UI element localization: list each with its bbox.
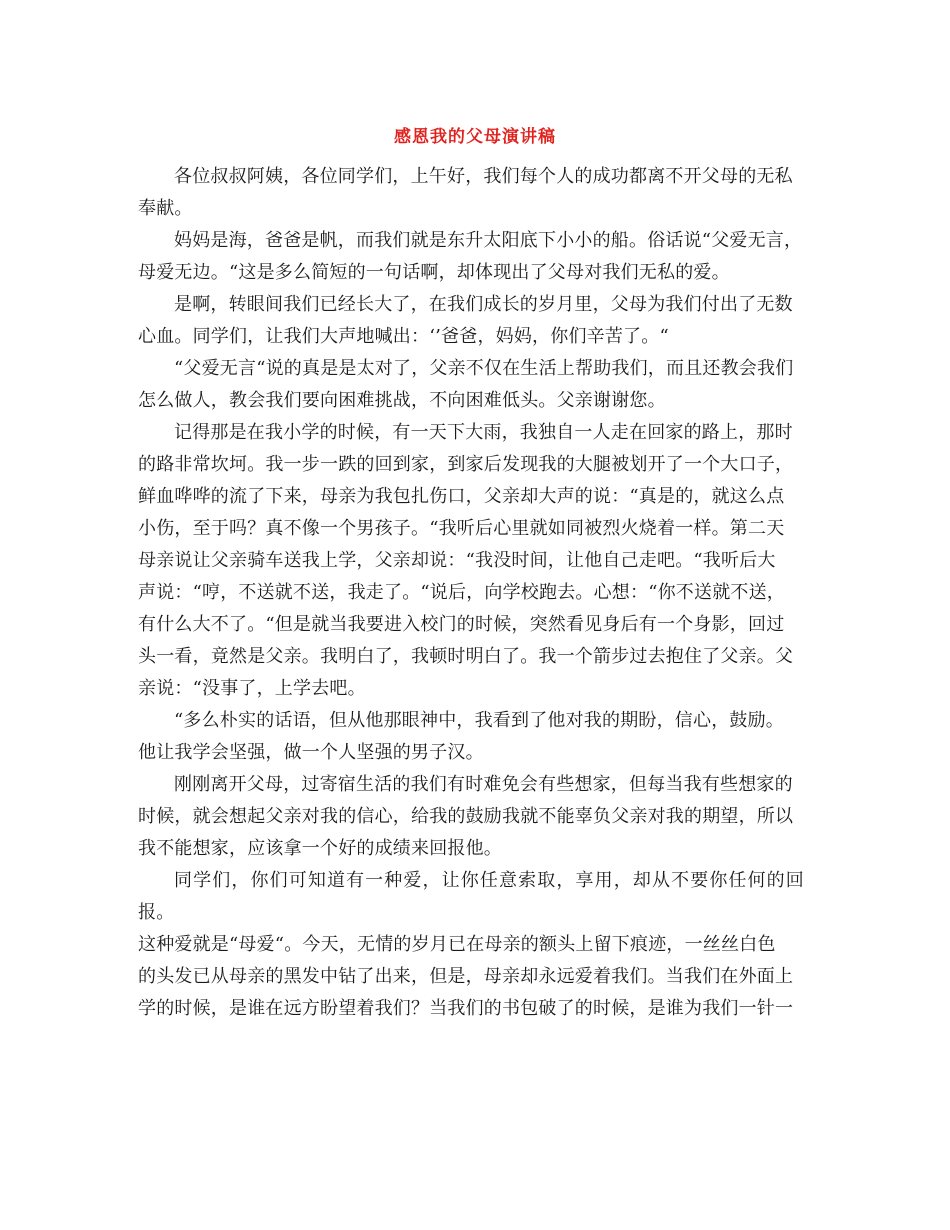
paragraph <box>138 705 804 769</box>
paragraph <box>138 769 804 865</box>
paragraph-line: 妈妈是海，爸爸是帆，而我们就是东升太阳底下小小的船。俗话说“父爱无言， <box>174 230 803 251</box>
paragraph <box>138 289 804 353</box>
document-body <box>138 161 804 1025</box>
paragraph <box>138 225 804 289</box>
paragraph-line: 头一看，竟然是父亲。我明白了，我顿时明白了。我一个箭步过去抱住了父亲。父 <box>138 646 794 667</box>
paragraph-line: 我不能想家，应该拿一个好的成绩来回报他。 <box>138 838 502 859</box>
paragraph-line: 母亲说让父亲骑车送我上学，父亲却说：“我没时间，让他自己走吧。“我听后大 <box>138 550 776 571</box>
paragraph-line: 奉献。 <box>138 198 193 219</box>
paragraph-line: 的头发已从母亲的黑发中钻了出来，但是，母亲却永远爱着我们。当我们在外面上 <box>138 966 794 987</box>
paragraph-line: “父爱无言“说的真是是太对了，父亲不仅在生活上帮助我们，而且还教会我们 <box>174 358 794 379</box>
paragraph <box>138 417 804 705</box>
paragraph-line: 亲说：“没事了，上学去吧。 <box>138 678 366 699</box>
paragraph-line: 是啊，转眼间我们已经长大了，在我们成长的岁月里，父母为我们付出了无数 <box>174 294 793 315</box>
paragraph-line: 怎么做人，教会我们要向困难挑战，不向困难低头。父亲谢谢您。 <box>138 390 666 411</box>
paragraph-line: “多么朴实的话语，但从他那眼神中，我看到了他对我的期盼，信心，鼓励。 <box>174 710 784 731</box>
paragraph-line: 他让我学会坚强，做一个人坚强的男子汉。 <box>138 742 484 763</box>
paragraph <box>138 353 804 417</box>
paragraph-line: 同学们，你们可知道有一种爱，让你任意索取，享用，却从不要你任何的回报。 <box>138 870 804 923</box>
paragraph-line: 刚刚离开父母，过寄宿生活的我们有时难免会有些想家，但每当我有些想家的 <box>174 774 793 795</box>
paragraph <box>138 161 804 225</box>
paragraph-line: 母爱无边。“这是多么简短的一句话啊，却体现出了父母对我们无私的爱。 <box>138 262 730 283</box>
paragraph-line: 记得那是在我小学的时候，有一天下大雨，我独自一人走在回家的路上，那时 <box>174 422 793 443</box>
paragraph-line: 心血。同学们，让我们大声地喊出：‘’爸爸，妈妈，你们辛苦了。“ <box>138 326 669 347</box>
paragraph-line: 这种爱就是“母爱“。今天，无情的岁月已在母亲的额头上留下痕迹，一丝丝白色 <box>138 934 776 955</box>
paragraph-line: 鲜血哗哗的流了下来，母亲为我包扎伤口，父亲却大声的说：“真是的，就这么点 <box>138 486 785 507</box>
paragraph-line: 的路非常坎坷。我一步一跌的回到家，到家后发现我的大腿被划开了一个大口子， <box>138 454 794 475</box>
paragraph-line: 声说：“哼，不送就不送，我走了。“说后，向学校跑去。心想：“你不送就不送， <box>138 582 786 603</box>
document-title: 感恩我的父母演讲稿 <box>394 127 556 147</box>
paragraph-line: 各位叔叔阿姨，各位同学们，上午好，我们每个人的成功都离不开父母的无私 <box>174 166 793 187</box>
paragraph-line: 时候，就会想起父亲对我的信心，给我的鼓励我就不能辜负父亲对我的期望，所以 <box>138 806 794 827</box>
paragraph-line: 有什么大不了。“但是就当我要进入校门的时候，突然看见身后有一个身影，回过 <box>138 614 785 635</box>
paragraph-line: 小伤，至于吗？真不像一个男孩子。“我听后心里就如同被烈火烧着一样。第二天 <box>138 518 785 539</box>
paragraph <box>138 865 804 1025</box>
paragraph-line: 学的时候，是谁在远方盼望着我们？当我们的书包破了的时候，是谁为我们一针一 <box>138 998 794 1019</box>
